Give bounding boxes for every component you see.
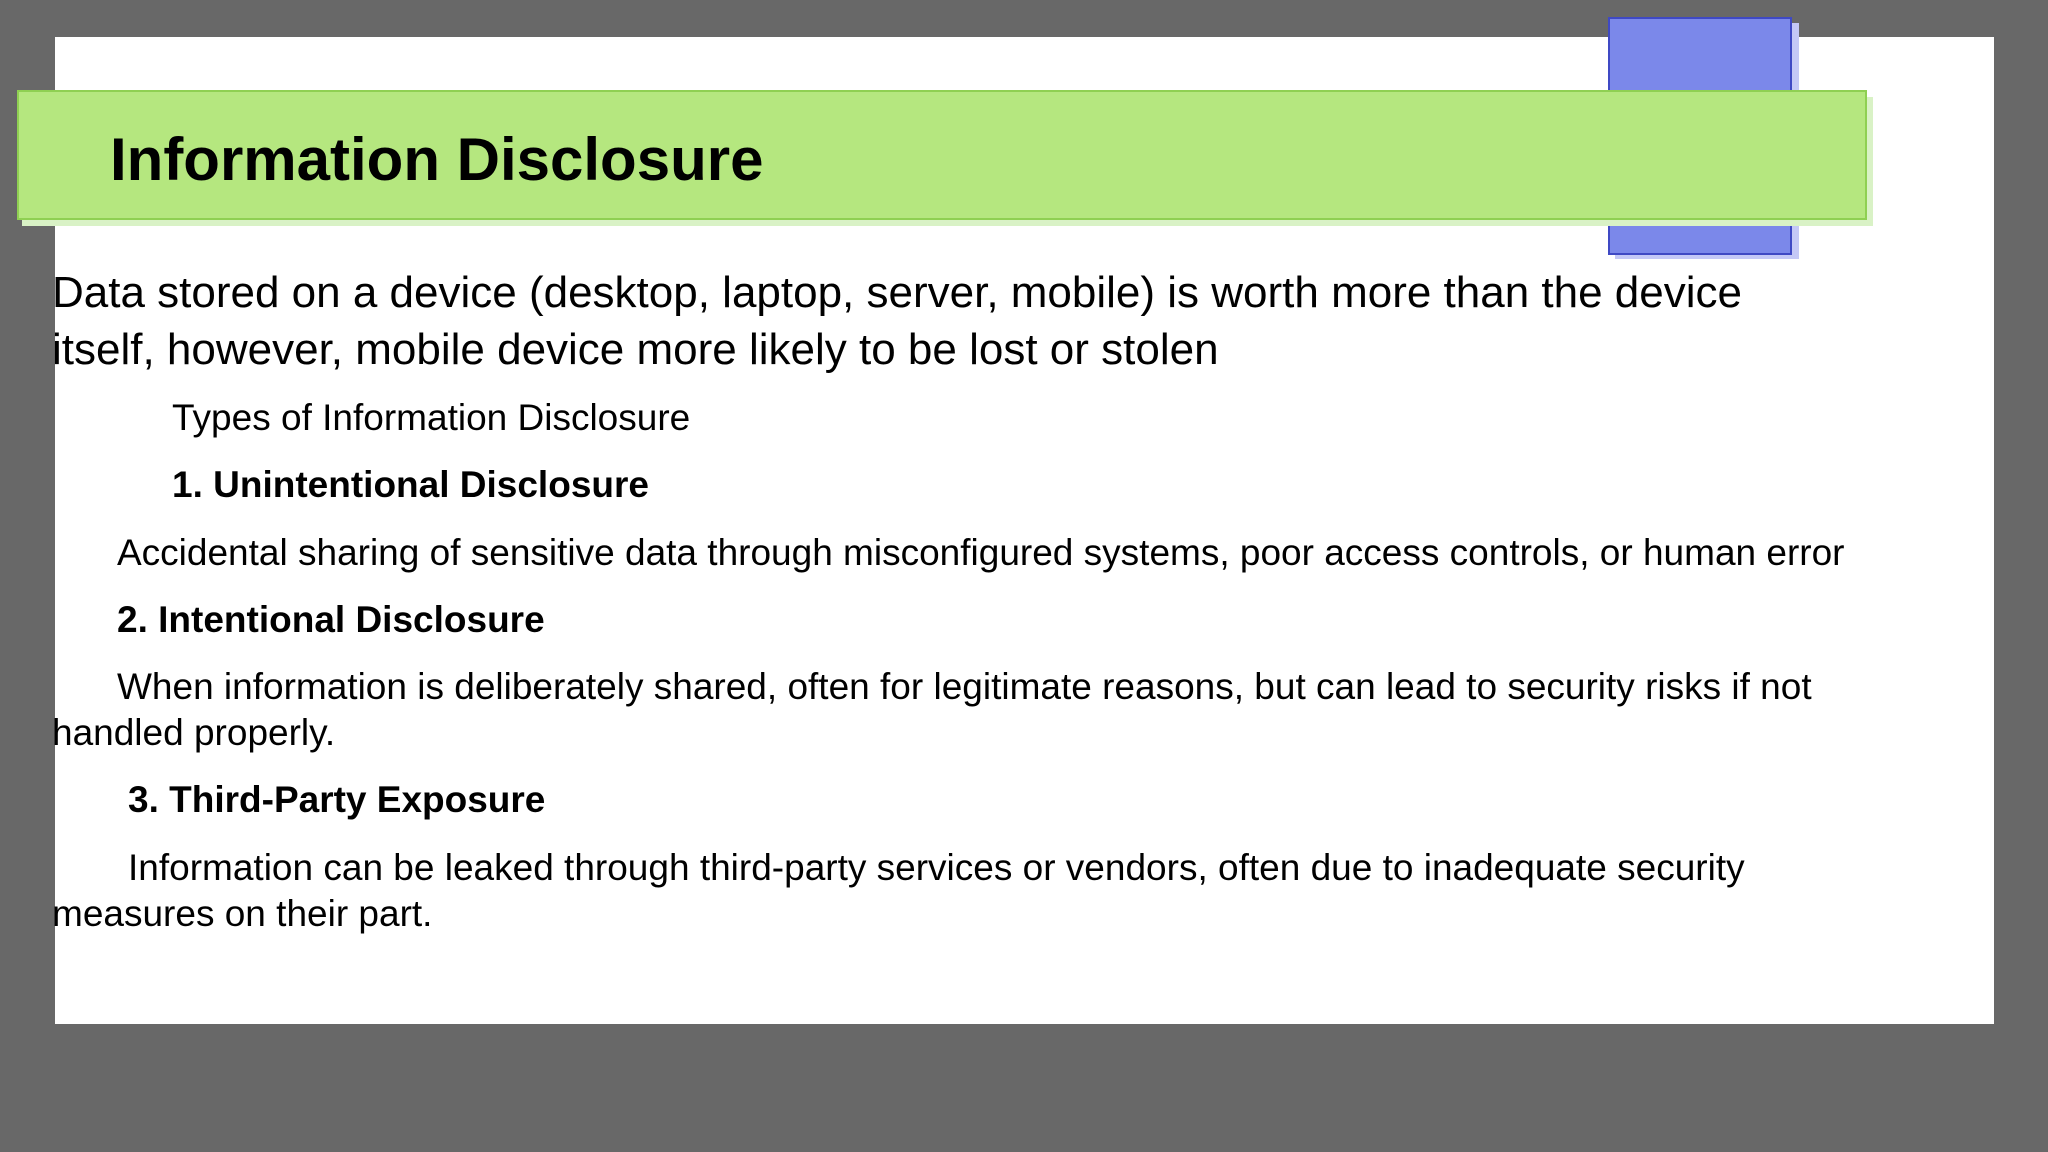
item-1-heading: 1. Unintentional Disclosure — [172, 464, 649, 505]
intro-line-2: itself, however, mobile device more likely to be lost or stolen — [52, 325, 1219, 374]
item-2-text-line-2: handled properly. — [52, 712, 336, 753]
item-3-heading: 3. Third-Party Exposure — [128, 779, 546, 820]
item-1-text: Accidental sharing of sensitive data through misconfigured systems, poor access controls, or human error — [117, 532, 1845, 573]
intro-line-1: Data stored on a device (desktop, laptop, server, mobile) is worth more than the device — [52, 268, 1742, 317]
item-2-heading: 2. Intentional Disclosure — [117, 599, 545, 640]
slide-title: Information Disclosure — [110, 126, 764, 193]
types-heading: Types of Information Disclosure — [172, 397, 691, 438]
item-2-text-line-1: When information is deliberately shared, often for legitimate reasons, but can lead to security risks if not — [117, 666, 1812, 707]
item-3-text-line-2: measures on their part. — [52, 893, 433, 934]
item-3-text-line-1: Information can be leaked through third-party services or vendors, often due to inadequate security — [128, 847, 1745, 888]
